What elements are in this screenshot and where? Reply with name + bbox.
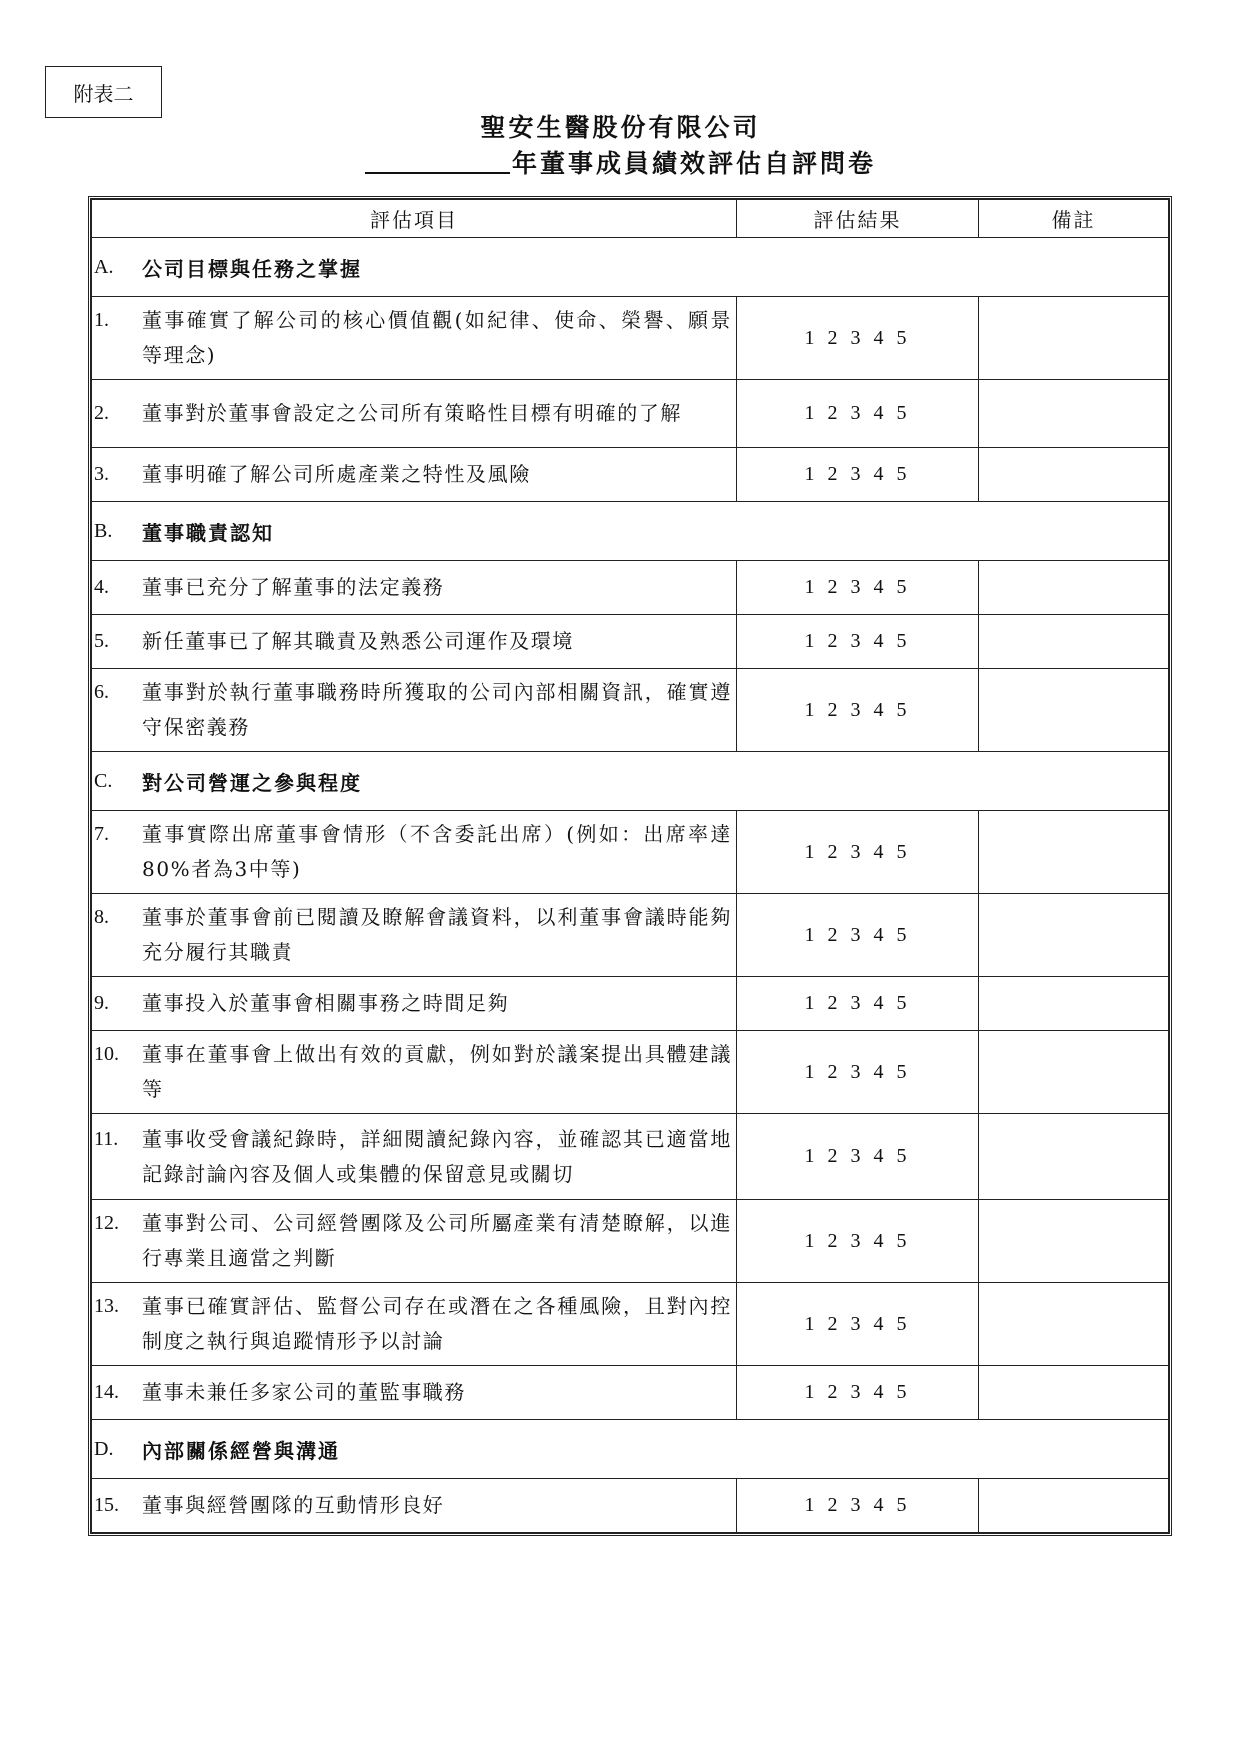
item-number: 5. — [94, 630, 109, 652]
item-number: 8. — [94, 906, 109, 928]
item-cell — [92, 977, 737, 1031]
item-text: 新任董事已了解其職責及熟悉公司運作及環境 — [142, 629, 574, 653]
year-blank — [365, 146, 510, 174]
item-cell — [92, 1031, 737, 1114]
note-cell[interactable] — [979, 1031, 1169, 1114]
note-cell[interactable] — [979, 380, 1169, 448]
evaluation-table — [91, 199, 1169, 1533]
item-cell — [92, 894, 737, 977]
table-row — [92, 1200, 1169, 1283]
item-number: 14. — [94, 1381, 119, 1403]
score-options[interactable]: 1 2 3 4 5 — [737, 1114, 979, 1200]
note-cell[interactable] — [979, 1283, 1169, 1366]
header-note: 備註 — [979, 200, 1169, 238]
item-number: 11. — [94, 1127, 119, 1150]
score-options[interactable]: 1 2 3 4 5 — [737, 1031, 979, 1114]
item-number: 4. — [94, 576, 109, 598]
item-cell — [92, 380, 737, 448]
note-cell[interactable] — [979, 977, 1169, 1031]
section-row — [92, 502, 1169, 561]
score-options[interactable]: 1 2 3 4 5 — [737, 1479, 979, 1533]
section-letter: B. — [94, 519, 113, 542]
item-text: 董事明確了解公司所處產業之特性及風險 — [142, 462, 531, 486]
note-cell[interactable] — [979, 1200, 1169, 1283]
score-options[interactable]: 1 2 3 4 5 — [737, 380, 979, 448]
note-cell[interactable] — [979, 615, 1169, 669]
evaluation-table-frame — [88, 196, 1172, 1536]
note-cell[interactable] — [979, 811, 1169, 894]
item-number: 7. — [94, 823, 109, 845]
section-cell — [92, 1420, 1169, 1479]
item-text: 董事對於董事會設定之公司所有策略性目標有明確的了解 — [142, 401, 682, 425]
item-number: 6. — [94, 681, 109, 703]
section-cell — [92, 752, 1169, 811]
section-letter: C. — [94, 769, 113, 792]
score-options[interactable]: 1 2 3 4 5 — [737, 1283, 979, 1366]
company-title: 聖安生醫股份有限公司 — [480, 113, 761, 142]
table-row — [92, 811, 1169, 894]
item-text: 董事對公司、公司經營團隊及公司所屬產業有清楚瞭解，以進行專業且適當之判斷 — [142, 1211, 732, 1270]
note-cell[interactable] — [979, 1366, 1169, 1420]
item-cell — [92, 1366, 737, 1420]
section-title: 對公司營運之參與程度 — [142, 770, 362, 795]
table-row — [92, 1479, 1169, 1533]
item-cell — [92, 448, 737, 502]
section-letter: D. — [94, 1437, 114, 1460]
item-number: 2. — [94, 402, 109, 424]
item-text: 董事確實了解公司的核心價值觀(如紀律、使命、榮譽、願景等理念) — [142, 308, 732, 367]
section-cell — [92, 238, 1169, 297]
item-cell — [92, 1114, 737, 1200]
table-row — [92, 1366, 1169, 1420]
note-cell[interactable] — [979, 1114, 1169, 1200]
table-row — [92, 894, 1169, 977]
note-cell[interactable] — [979, 894, 1169, 977]
item-text: 董事已確實評估、監督公司存在或潛在之各種風險，且對內控制度之執行與追蹤情形予以討論 — [142, 1294, 732, 1353]
table-row — [92, 448, 1169, 502]
form-title: 年董事成員績效評估自評問卷 — [511, 149, 876, 178]
section-row — [92, 238, 1169, 297]
table-row — [92, 380, 1169, 448]
table-body — [92, 238, 1169, 1533]
score-options[interactable]: 1 2 3 4 5 — [737, 811, 979, 894]
annex-label: 附表二 — [45, 66, 162, 118]
score-options[interactable]: 1 2 3 4 5 — [737, 297, 979, 380]
item-number: 10. — [94, 1043, 119, 1065]
item-text: 董事在董事會上做出有效的貢獻，例如對於議案提出具體建議等 — [142, 1042, 732, 1101]
section-title: 內部關係經營與溝通 — [142, 1438, 340, 1463]
item-text: 董事實際出席董事會情形（不含委託出席）(例如：出席率達80%者為3中等) — [142, 822, 732, 881]
score-options[interactable]: 1 2 3 4 5 — [737, 669, 979, 752]
form-title-line — [0, 144, 1241, 180]
score-options[interactable]: 1 2 3 4 5 — [737, 615, 979, 669]
item-cell — [92, 811, 737, 894]
item-cell — [92, 297, 737, 380]
table-row — [92, 669, 1169, 752]
score-options[interactable]: 1 2 3 4 5 — [737, 1200, 979, 1283]
item-text: 董事未兼任多家公司的董監事職務 — [142, 1380, 466, 1404]
table-header-row — [92, 200, 1169, 238]
header-result: 評估結果 — [737, 200, 979, 238]
item-number: 13. — [94, 1295, 119, 1317]
score-options[interactable]: 1 2 3 4 5 — [737, 448, 979, 502]
item-number: 15. — [94, 1494, 119, 1516]
header-item: 評估項目 — [92, 200, 737, 238]
table-row — [92, 1114, 1169, 1200]
item-text: 董事收受會議紀錄時，詳細閱讀紀錄內容，並確認其已適當地記錄討論內容及個人或集體的保留意見或關切 — [142, 1126, 732, 1186]
score-options[interactable]: 1 2 3 4 5 — [737, 1366, 979, 1420]
section-title: 董事職責認知 — [142, 520, 274, 545]
note-cell[interactable] — [979, 669, 1169, 752]
score-options[interactable]: 1 2 3 4 5 — [737, 561, 979, 615]
item-cell — [92, 669, 737, 752]
section-row — [92, 1420, 1169, 1479]
item-text: 董事與經營團隊的互動情形良好 — [142, 1493, 445, 1517]
item-text: 董事於董事會前已閱讀及瞭解會議資料，以利董事會議時能夠充分履行其職責 — [142, 905, 732, 964]
item-cell — [92, 1200, 737, 1283]
note-cell[interactable] — [979, 297, 1169, 380]
item-number: 3. — [94, 463, 109, 485]
section-title: 公司目標與任務之掌握 — [142, 256, 362, 281]
item-number: 1. — [94, 309, 109, 331]
table-row — [92, 1031, 1169, 1114]
section-letter: A. — [94, 255, 114, 278]
score-options[interactable]: 1 2 3 4 5 — [737, 977, 979, 1031]
item-cell — [92, 1479, 737, 1533]
table-row — [92, 615, 1169, 669]
table-row — [92, 1283, 1169, 1366]
note-cell[interactable] — [979, 561, 1169, 615]
item-cell — [92, 1283, 737, 1366]
item-cell — [92, 561, 737, 615]
table-row — [92, 297, 1169, 380]
score-options[interactable]: 1 2 3 4 5 — [737, 894, 979, 977]
note-cell[interactable] — [979, 448, 1169, 502]
item-text: 董事投入於董事會相關事務之時間足夠 — [142, 991, 510, 1015]
item-text: 董事對於執行董事職務時所獲取的公司內部相關資訊，確實遵守保密義務 — [142, 680, 732, 739]
section-cell — [92, 502, 1169, 561]
table-row — [92, 561, 1169, 615]
item-cell — [92, 615, 737, 669]
section-row — [92, 752, 1169, 811]
item-number: 12. — [94, 1212, 119, 1234]
table-row — [92, 977, 1169, 1031]
item-text: 董事已充分了解董事的法定義務 — [142, 575, 445, 599]
item-number: 9. — [94, 992, 109, 1014]
note-cell[interactable] — [979, 1479, 1169, 1533]
